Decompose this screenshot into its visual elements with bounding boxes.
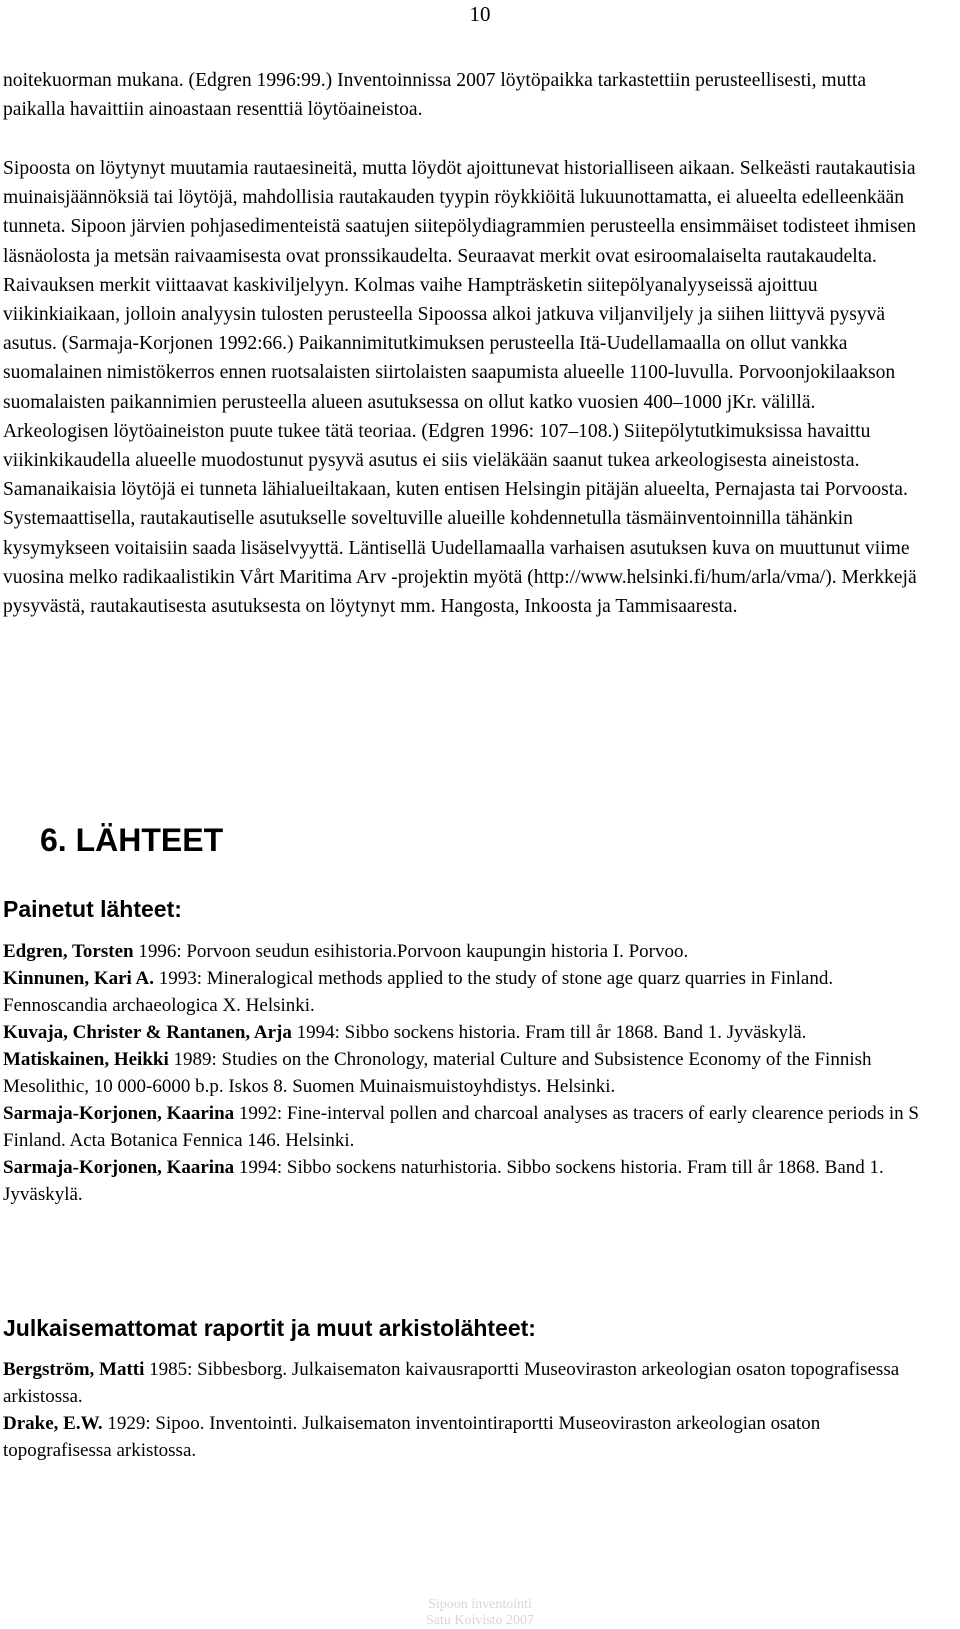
reference-author: Bergström, Matti bbox=[3, 1359, 145, 1380]
unpublished-sources-heading: Julkaisemattomat raportit ja muut arkistolähteet: bbox=[3, 1315, 536, 1341]
page-number: 10 bbox=[469, 2, 491, 26]
reference-entry bbox=[3, 1046, 923, 1100]
reference-author: Drake, E.W. bbox=[3, 1413, 103, 1434]
reference-entry bbox=[3, 965, 923, 1019]
reference-text: 1994: Sibbo sockens naturhistoria. Sibbo sockens historia. Fram till år 1868. Band 1. Jyväskylä. bbox=[3, 1157, 884, 1205]
reference-text: 1994: Sibbo sockens historia. Fram till år 1868. Band 1. Jyväskylä. bbox=[291, 1022, 807, 1043]
printed-sources-heading: Painetut lähteet: bbox=[3, 896, 182, 922]
reference-author: Kinnunen, Kari A. bbox=[3, 968, 154, 989]
reference-entry bbox=[3, 1100, 923, 1154]
footer-author: Satu Koivisto 2007 bbox=[425, 1613, 535, 1628]
printed-sources-list bbox=[3, 938, 923, 1208]
reference-author: Sarmaja-Korjonen, Kaarina bbox=[3, 1157, 235, 1178]
reference-text: 1996: Porvoon seudun esihistoria.Porvoon kaupungin historia I. Porvoo. bbox=[133, 941, 689, 962]
reference-text: 1989: Studies on the Chronology, material Culture and Subsistence Economy of the Finnish Mesolithic, 10 000-6000 b.p. Iskos 8. Suomen Muinaismuistoyhdistys. Helsinki. bbox=[3, 1049, 872, 1097]
reference-author: Edgren, Torsten bbox=[3, 941, 134, 962]
page-footer bbox=[380, 1597, 580, 1629]
reference-entry bbox=[3, 1356, 923, 1410]
reference-author: Sarmaja-Korjonen, Kaarina bbox=[3, 1103, 235, 1124]
body-paragraph: noitekuorman mukana. (Edgren 1996:99.) Inventoinnissa 2007 löytöpaikka tarkastettiin perusteellisesti, mutta paikalla havaittiin ainoastaan resenttiä löytöaineistoa. bbox=[3, 70, 867, 121]
reference-entry bbox=[3, 938, 923, 965]
reference-author: Kuvaja, Christer & Rantanen, Arja bbox=[3, 1022, 292, 1043]
reference-entry bbox=[3, 1154, 923, 1208]
reference-entry bbox=[3, 1019, 923, 1046]
reference-author: Matiskainen, Heikki bbox=[3, 1049, 169, 1070]
reference-text: 1993: Mineralogical methods applied to the study of stone age quarz quarries in Finland. Fennoscandia archaeologica X. Helsinki. bbox=[3, 968, 834, 1016]
reference-text: 1992: Fine-interval pollen and charcoal analyses as tracers of early clearence periods in S Finland. Acta Botanica Fennica 146. Helsinki. bbox=[3, 1103, 919, 1151]
reference-text: 1929: Sipoo. Inventointi. Julkaisematon inventointiraportti Museoviraston arkeologian osaton topografisessa arkistossa. bbox=[3, 1413, 821, 1461]
section-heading: 6. LÄHTEET bbox=[40, 822, 224, 858]
body-paragraph: Sipoosta on löytynyt muutamia rautaesineitä, mutta löydöt ajoittunevat historialliseen aikaan. Selkeästi rautakautisia muinaisjäännöksiä tai löytöjä, mahdollisia rautakauden tyypin röykkiöitä lukuunottamatta, ei alueelta edelleenkään tunneta. Sipoon järvien pohjasedimenteistä saatujen siitepölydiagrammien perusteella ensimmäiset todisteet ihmisen läsnäolosta ja metsän raivaamisesta ovat pronssikaudelta. Seuraavat merkit ovat esiroomalaiselta rautakaudelta. Raivauksen merkit viittaavat kaskiviljelyyn. Kolmas vaihe Hampträsketin siitepölyanalyyseissä ajoittuu viikinkiaikaan, jolloin analyysin tulosten perusteella Sipoossa alkoi jatkuva viljanviljely ja siihen liittyvä pysyvä asutus. (Sarmaja-Korjonen 1992:66.) Paikannimitutkimuksen perusteella Itä-Uudellamaalla on ollut vankka suomalainen nimistökerros ennen ruotsalaisten siirtolaisten saapumista alueelle 1100-luvulla. Porvoonjokilaakson suomalaisten paikannimien perusteella alueen asutuksessa on ollut katko vuosien 400–1000 jKr. välillä. Arkeologisen löytöaineiston puute tukee tätä teoriaa. (Edgren 1996: 107–108.) Siitepölytutkimuksissa havaittu viikinkikaudella alueelle muodostunut pysyvä asutus ei siis vieläkään saanut tukea arkeologisesta aineistosta. Samanaikaisia löytöjä ei tunneta lähialueiltakaan, kuten entisen Helsingin pitäjän alueelta, Pernajasta tai Porvoosta. Systemaattisella, rautakautiselle asutukselle soveltuville alueille kohdennetulla täsmäinventoinnilla tähänkin kysymykseen voitaisiin saada lisäselvyyttä. Läntisellä Uudellamaalla varhaisen asutuksen kuva on muuttunut viime vuosina melko radikaalistikin Vårt Maritima Arv -projektin myötä (http://www.helsinki.fi/hum/arla/vma/). Merkkejä pysyvästä, rautakautisesta asutuksesta on löytynyt mm. Hangosta, Inkoosta ja Tammisaaresta. bbox=[3, 158, 917, 618]
unpublished-sources-list bbox=[3, 1356, 923, 1464]
footer-title: Sipoon inventointi bbox=[428, 1597, 532, 1612]
reference-entry bbox=[3, 1410, 923, 1464]
reference-text: 1985: Sibbesborg. Julkaisematon kaivausraportti Museoviraston arkeologian osaton topografisessa arkistossa. bbox=[3, 1359, 900, 1407]
